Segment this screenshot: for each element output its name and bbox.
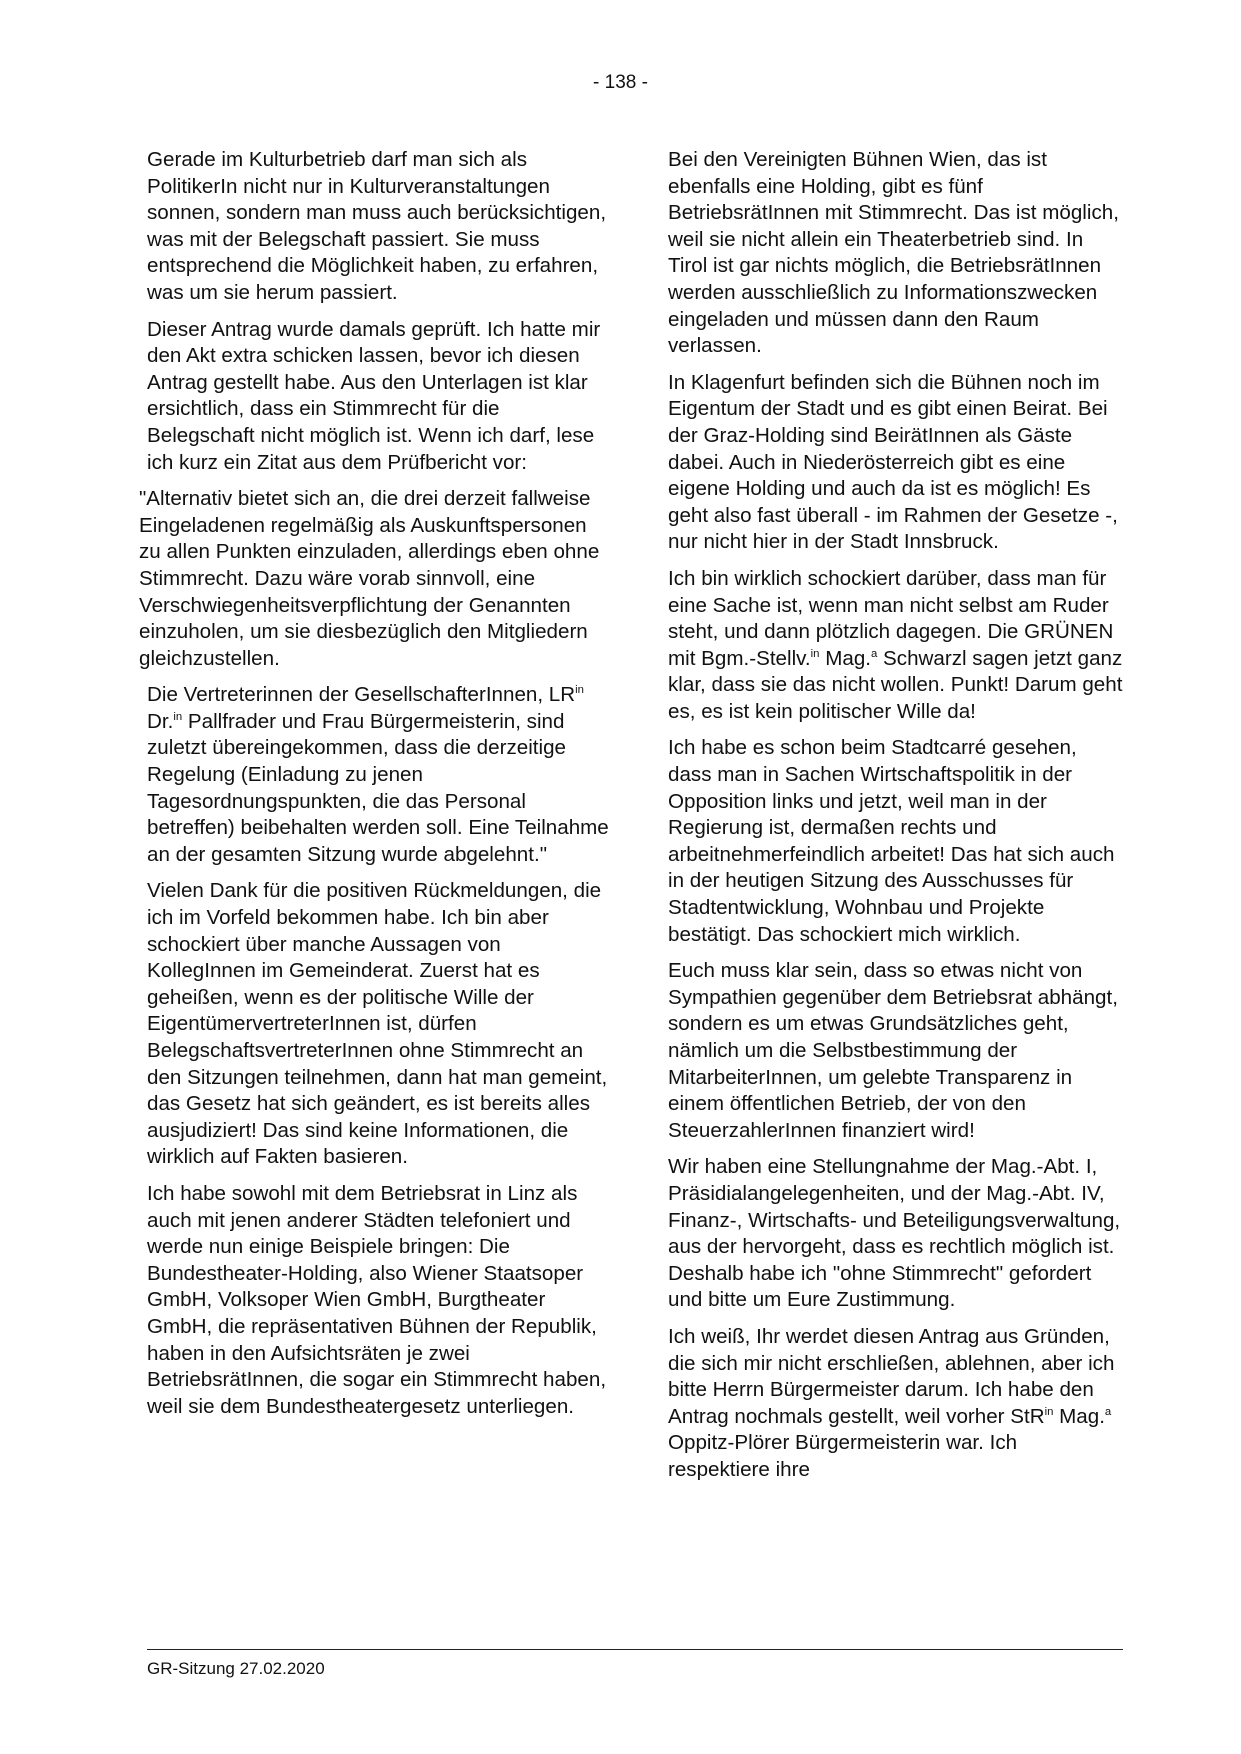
paragraph: Ich habe sowohl mit dem Betriebsrat in Linz als auch mit jenen anderer Städten telefoniert und werde nun einige Beispiele bringen: Die Bundestheater-Holding, also Wiener Staatsoper GmbH, Volksoper Wien GmbH, Burgtheater GmbH, die repräsentativen Bühnen der Republik, haben in den Aufsichtsräten je zwei BetriebsrätInnen, die sogar ein Stimmrecht haben, weil sie dem Bundestheatergesetz unterliegen. <box>147 1181 607 1418</box>
paragraph: Wir haben eine Stellungnahme der Mag.-Abt. I, Präsidialangelegenheiten, und der Mag.-Abt. IV, Finanz-, Wirtschafts- und Beteiligungsverwaltung, aus der hervorgeht, dass es rechtlich möglich ist. Deshalb habe ich "ohne Stimmrecht" gefordert und bitte um Eure Zustimmung. <box>668 1155 1121 1312</box>
text: Dr. <box>147 709 174 733</box>
quote-paragraph <box>147 682 612 868</box>
text: Oppitz-Plörer Bürgermeisterin war. Ich respektiere ihre <box>668 1431 1018 1481</box>
paragraph: Dieser Antrag wurde damals geprüft. Ich hatte mir den Akt extra schicken lassen, bevor ich diesen Antrag gestellt habe. Aus den Unterlagen ist klar ersichtlich, dass ein Stimmrecht für die Belegschaft nicht möglich ist. Wenn ich darf, lese ich kurz ein Zitat aus dem Prüfbericht vor: <box>147 317 601 474</box>
superscript: a <box>1104 1405 1112 1418</box>
text: Ich weiß, Ihr werdet diesen Antrag aus Gründen, die sich mir nicht erschließen, ablehnen, aber ich bitte Herrn Bürgermeister darum. Ich habe den Antrag nochmals gestellt, weil vorher StR <box>668 1324 1115 1428</box>
superscript: in <box>810 647 820 660</box>
paragraph: Ich habe es schon beim Stadtcarré gesehen, dass man in Sachen Wirtschaftspolitik in der Opposition links und jetzt, weil man in der Regierung ist, dermaßen rechts und arbeitnehmerfeindlich arbeitet! Das hat sich auch in der heutigen Sitzung des Ausschusses für Stadtentwicklung, Wohnbau und Projekte bestätigt. Das schockiert mich wirklich. <box>668 736 1115 946</box>
text: Pallfrader und Frau Bürgermeisterin, sind zuletzt übereingekommen, dass die derzeitige Regelung (Einladung zu jenen Tagesordnungspunkten, die das Personal betreffen) beibehalten werden soll. Eine Teilnahme an der gesamten Sitzung wurde abgelehnt." <box>147 709 609 866</box>
left-column <box>139 147 612 1430</box>
text: Mag. <box>1053 1404 1105 1428</box>
paragraph <box>668 1324 1123 1484</box>
paragraph <box>668 566 1123 726</box>
page-number: - 138 - <box>593 72 648 93</box>
paragraph: Gerade im Kulturbetrieb darf man sich als PolitikerIn nicht nur in Kulturveranstaltungen sonnen, sondern man muss auch berücksichtigen, was mit der Belegschaft passiert. Sie muss entsprechend die Möglichkeit haben, zu erfahren, was um sie herum passiert. <box>147 148 607 304</box>
text: Mag. <box>819 646 871 670</box>
paragraph: In Klagenfurt befinden sich die Bühnen noch im Eigentum der Stadt und es gibt einen Beirat. Bei der Graz-Holding sind BeirätInnen als Gäste dabei. Auch in Niederösterreich gibt es eine eigene Holding und auch da ist es möglich! Es geht also fast überall - im Rahmen der Gesetze -, nur nicht hier in der Stadt Innsbruck. <box>668 370 1118 554</box>
right-column <box>668 147 1123 1494</box>
footer-divider <box>147 1649 1123 1650</box>
superscript: in <box>575 684 584 697</box>
superscript: a <box>871 647 878 660</box>
superscript: in <box>1044 1405 1054 1418</box>
paragraph: Euch muss klar sein, dass so etwas nicht von Sympathien gegenüber dem Betriebsrat abhängt, sondern es um etwas Grundsätzliches geht, nämlich um die Selbstbestimmung der MitarbeiterInnen, um gelebte Transparenz in einem öffentlichen Betrieb, der von den SteuerzahlerInnen finanziert wird! <box>668 959 1118 1142</box>
text: Ich bin wirklich schockiert darüber, dass man für eine Sache ist, wenn man nicht selbst am Ruder steht, und dann plötzlich dagegen. Die GRÜNEN mit Bgm.-Stellv. <box>668 566 1114 670</box>
superscript: in <box>173 711 183 724</box>
paragraph: Vielen Dank für die positiven Rückmeldungen, die ich im Vorfeld bekommen habe. Ich bin aber schockiert über manche Aussagen von KollegInnen im Gemeinderat. Zuerst hat es geheißen, wenn es der politische Wille der EigentümervertreterInnen ist, dürfen BelegschaftsvertreterInnen ohne Stimmrecht an den Sitzungen teilnehmen, dann hat man gemeint, das Gesetz hat sich geändert, es ist bereits alles ausjudiziert! Das sind keine Informationen, die wirklich auf Fakten basieren. <box>147 879 608 1169</box>
quote-paragraph: "Alternativ bietet sich an, die drei derzeit fallweise Eingeladenen regelmäßig als Auskunftspersonen zu allen Punkten einzuladen, allerdings eben ohne Stimmrecht. Dazu wäre vorab sinnvoll, eine Verschwiegenheitsverpflichtung der Genannten einzuholen, um sie diesbezüglich den Mitgliedern gleichzustellen. <box>139 487 600 670</box>
paragraph: Bei den Vereinigten Bühnen Wien, das ist ebenfalls eine Holding, gibt es fünf BetriebsrätInnen mit Stimmrecht. Das ist möglich, weil sie nicht allein ein Theaterbetrieb sind. In Tirol ist gar nichts möglich, die BetriebsrätInnen werden ausschließlich zu Informationszwecken eingeladen und müssen dann den Raum verlassen. <box>668 148 1119 358</box>
footer-text: GR-Sitzung 27.02.2020 <box>147 1659 325 1678</box>
text: Schwarzl sagen jetzt ganz klar, dass sie das nicht wollen. Punkt! Darum geht es, es ist kein politischer Wille da! <box>668 646 1123 723</box>
text: Die Vertreterinnen der GesellschafterInnen, LR <box>147 683 576 707</box>
